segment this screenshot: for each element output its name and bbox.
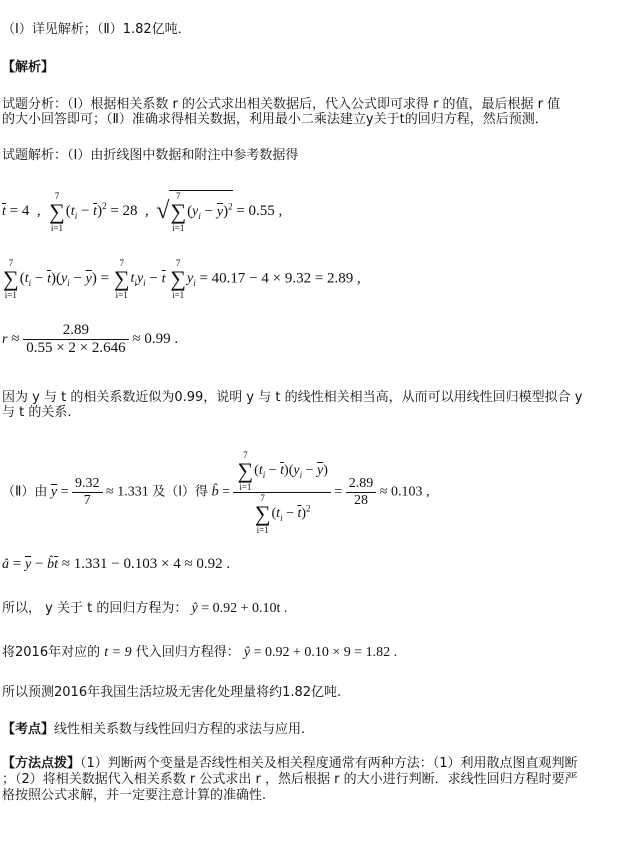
sqrt-sum-y-value: = 0.55 [236, 202, 275, 219]
part2-prefix: （Ⅱ）由 [2, 484, 48, 500]
ybar-result: ≈ 1.331 [106, 484, 149, 500]
kaodian-line [2, 722, 305, 738]
equation-a: â = $\overline{y}$ − $b̂\overline{t} \approx 1.331 - 0.103 \times 4 \approx 0.92$ . [2, 556, 231, 572]
regression-equation: = 0.92 + 0.10t . [201, 601, 288, 616]
tbar-value: = 4 [9, 202, 30, 219]
method-line-2: ；（2）将相关数据代入相关系数 r 公式求出 r ，然后根据 r 的大小进行判断．求线性回归方程时要严 [2, 772, 578, 787]
solution-intro: 试题解析：（Ⅰ）由折线图中数据和附注中参考数据得 [2, 148, 299, 163]
method-line-3: 格按照公式求解，并一定要注意计算的准确性. [2, 788, 267, 803]
analysis-line-2: 的大小回答即可；（Ⅱ）准确求得相关数据，利用最小二乘法建立y关于t的回归方程，然后预测． [2, 112, 548, 127]
r-numerator: 2.89 [23, 322, 128, 340]
part2-mid-text: 及（Ⅰ）得 [152, 484, 209, 500]
method-text-1: （1）判断两个变量是否线性相关及相关程度通常有两种方法：（1）利用散点图直观判断 [80, 756, 578, 771]
regression-line: 所以， y 关于 t 的回归方程为： ŷ = 0.92 + 0.10t . [2, 601, 288, 616]
relation-line-1: 因为 y 与 t 的相关系数近似为0.99，说明 y 与 t 的线性相关相当高，从而可以用线性回归模型拟合 y [2, 390, 583, 405]
b-result: ≈ 0.103 [379, 484, 423, 500]
kaodian-tag: 【考点】 [2, 722, 55, 737]
prediction-line: 将2016年对应的 t = 9 代入回归方程得： ŷ = 0.92 + 0.10 × 9 = 1.82 . [2, 645, 398, 660]
conclusion: 所以预测2016年我国生活垃圾无害化处理量将约1.82亿吨. [2, 685, 342, 700]
a-value: ≈ 1.331 − 0.103 × 4 ≈ 0.92 . [61, 556, 231, 572]
b-denominator: 28 [354, 493, 369, 508]
equation-tbar-sums: $\overline{t} = 4$ , 7 ∑ i=1 $(t_i - \overline{t})^2 = 28$ , √ 7 ∑ i=1 $(y_i - \overline{y})^2 = 0.55$ , [2, 190, 283, 233]
method-tag: 【方法点拨】 [2, 756, 81, 771]
regression-text: 所以， y 关于 t 的回归方程为： [2, 601, 188, 616]
answer-line: （Ⅰ）详见解析；（Ⅱ）1.82亿吨． [2, 22, 191, 37]
prediction-text: 将2016年对应的 [2, 645, 101, 660]
prediction-mid-text: 代入回归方程得： [135, 645, 240, 660]
kaodian-text: 线性相关系数与线性回归方程的求法与应用. [54, 722, 306, 737]
equation-cross-sum: 7 ∑ i=1 $(t_i - \overline{t})(y_i - \overline{y})$ = 7 ∑ i=1 $t_iy_i - \overline{t}$ 7 ∑ i=1 $y_i = 40.17 - 4 \times 9.32 = 2.89$ , [3, 258, 361, 300]
relation-line-2: 与 t 的关系. [2, 405, 72, 420]
equation-part2: （Ⅱ）由 $\overline{y}$ = $\frac{9.32}{7}$ ≈ 1.331 及（Ⅰ）得 b̂ = 7 ∑ i=1 $(t_i - \overline{t})(y_i - \overline{y})$ 7 ∑ i=1 $(t_i - \overline{t})^2$ = $\frac{2.89}{28}$ ≈ 0.103 , [2, 450, 430, 535]
analysis-line-1: 试题分析：（Ⅰ）根据相关系数 r 的公式求出相关数据后，代入公式即可求得 r 的值，最后根据 r 值 [2, 97, 561, 112]
prediction-equation: = 0.92 + 0.10 × 9 = 1.82 . [253, 645, 398, 660]
equation-r: r ≈ $\frac{2.89}{0.55 \times 2 \times 2.646}$ ≈ 0.99 . [2, 322, 179, 356]
cross-sum-value: = 40.17 − 4 × 9.32 = 2.89 [199, 270, 354, 287]
method-line-1 [2, 756, 578, 772]
r-denominator: 0.55 × 2 × 2.646 [26, 340, 126, 356]
ybar-denominator: 7 [83, 493, 91, 508]
r-result: ≈ 0.99 . [132, 330, 179, 347]
sum-t-value: = 28 [110, 202, 138, 219]
analysis-tag: 【解析】 [2, 60, 55, 75]
prediction-t: t = 9 [104, 645, 132, 660]
b-numerator: 2.89 [346, 476, 377, 493]
ybar-numerator: 9.32 [72, 476, 103, 493]
